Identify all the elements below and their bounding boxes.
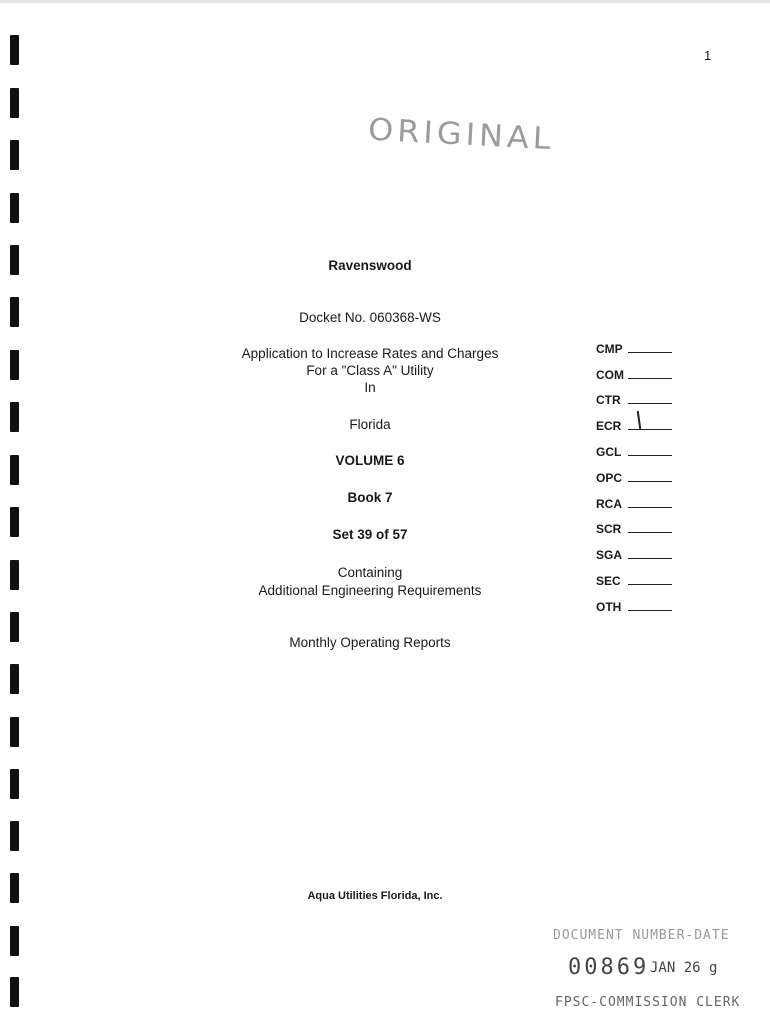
routing-line bbox=[628, 507, 672, 508]
routing-code: SGA bbox=[596, 548, 623, 563]
book-label: Book 7 bbox=[347, 490, 393, 505]
routing-code: COM bbox=[596, 367, 624, 382]
routing-line bbox=[628, 532, 672, 533]
binder-hole bbox=[10, 717, 19, 747]
page-number: 1 bbox=[704, 48, 712, 63]
original-stamp: ORIGINAL bbox=[367, 111, 556, 157]
routing-line bbox=[628, 352, 672, 353]
binder-hole bbox=[10, 297, 19, 327]
reports-label: Monthly Operating Reports bbox=[289, 635, 451, 650]
containing-line: Additional Engineering Requirements bbox=[258, 583, 482, 598]
routing-line bbox=[628, 481, 672, 482]
binder-hole bbox=[10, 664, 19, 694]
routing-line bbox=[628, 403, 672, 404]
document-title: Ravenswood bbox=[328, 258, 412, 273]
binder-hole bbox=[10, 35, 19, 65]
routing-code: GCL bbox=[596, 444, 622, 459]
binder-hole bbox=[10, 455, 19, 485]
binder-hole bbox=[10, 977, 19, 1007]
binder-hole bbox=[10, 769, 19, 799]
routing-code: OPC bbox=[596, 470, 623, 485]
binder-hole bbox=[10, 245, 19, 275]
state-name: Florida bbox=[349, 417, 391, 432]
binder-hole bbox=[10, 926, 19, 956]
receipt-stamp-number: 00869 bbox=[568, 955, 650, 980]
routing-code: OTH bbox=[596, 599, 622, 614]
routing-row bbox=[596, 536, 686, 562]
binder-hole bbox=[10, 88, 19, 118]
application-description bbox=[180, 345, 560, 396]
routing-row bbox=[596, 485, 686, 511]
routing-line bbox=[628, 429, 672, 430]
receipt-stamp-clerk: FPSC-COMMISSION CLERK bbox=[555, 995, 741, 1010]
routing-row bbox=[596, 382, 686, 408]
routing-row bbox=[596, 588, 686, 614]
routing-line bbox=[628, 584, 672, 585]
routing-code: CMP bbox=[596, 341, 623, 356]
application-line: For a "Class A" Utility bbox=[306, 363, 434, 378]
volume-label: VOLUME 6 bbox=[335, 453, 405, 468]
binder-hole bbox=[10, 402, 19, 432]
check-mark-icon bbox=[637, 411, 641, 429]
routing-code: CTR bbox=[596, 393, 621, 408]
containing-block bbox=[180, 564, 560, 600]
binder-hole bbox=[10, 350, 19, 380]
routing-line bbox=[628, 378, 672, 379]
routing-row bbox=[596, 562, 686, 588]
application-line: In bbox=[364, 380, 376, 395]
receipt-stamp-header: DOCUMENT NUMBER-DATE bbox=[553, 928, 730, 943]
routing-code: RCA bbox=[596, 496, 622, 511]
routing-row bbox=[596, 511, 686, 537]
docket-number: Docket No. 060368-WS bbox=[299, 310, 441, 325]
binder-hole bbox=[10, 873, 19, 903]
routing-code: SEC bbox=[596, 573, 621, 588]
company-name: Aqua Utilities Florida, Inc. bbox=[307, 890, 443, 902]
routing-line bbox=[628, 455, 672, 456]
receipt-stamp-date: JAN 26 g bbox=[650, 960, 718, 976]
routing-row bbox=[596, 330, 686, 356]
routing-line bbox=[628, 558, 672, 559]
binder-hole bbox=[10, 821, 19, 851]
routing-row bbox=[596, 459, 686, 485]
routing-row bbox=[596, 433, 686, 459]
routing-code: SCR bbox=[596, 522, 622, 537]
binder-hole bbox=[10, 612, 19, 642]
routing-code: ECR bbox=[596, 419, 622, 434]
set-label: Set 39 of 57 bbox=[332, 527, 408, 542]
application-line: Application to Increase Rates and Charges bbox=[241, 346, 499, 361]
containing-line: Containing bbox=[337, 565, 403, 580]
routing-checklist bbox=[596, 330, 686, 614]
binder-hole bbox=[10, 507, 19, 537]
binder-hole bbox=[10, 193, 19, 223]
page-top-edge bbox=[0, 0, 770, 3]
binder-hole bbox=[10, 140, 19, 170]
routing-row bbox=[596, 356, 686, 382]
routing-row bbox=[596, 407, 686, 433]
routing-line bbox=[628, 610, 672, 611]
binder-hole bbox=[10, 560, 19, 590]
